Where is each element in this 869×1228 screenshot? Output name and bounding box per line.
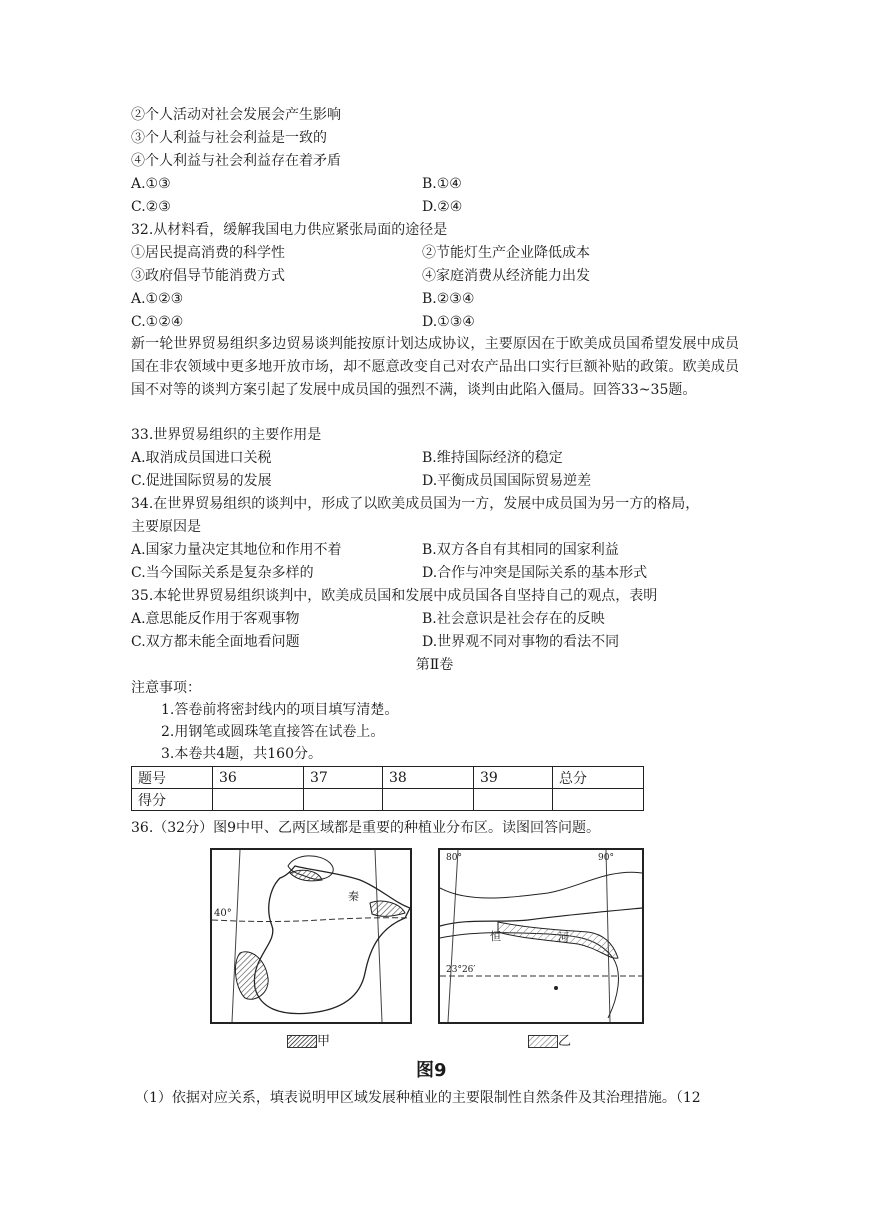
table-cell: 36 [213,767,304,789]
score-input-39[interactable] [474,789,553,811]
q36-stem: 36.（32分）图9中甲、乙两区域都是重要的种植业分布区。读图回答问题。 [131,820,600,836]
map-yi-river-label-1: 恒 [490,930,501,943]
score-input-37[interactable] [304,789,383,811]
q32-item-1: ①居民提高消费的科学性 [131,245,285,261]
q32-choice-b: B.②③④ [422,291,475,307]
score-table-header-row [132,767,644,789]
q32-choice-d: D.①③④ [422,314,475,330]
q35-stem: 35.本轮世界贸易组织谈判中，欧美成员国和发展中成员国各自坚持自己的观点，表明 [131,588,658,604]
q33-choice-c: C.促进国际贸易的发展 [131,473,272,489]
q32-stem: 32.从材料看，缓解我国电力供应紧张局面的途径是 [131,222,448,238]
note-3: 3.本卷共4题，共160分。 [161,746,322,762]
q31-choice-c: C.②③ [131,199,171,215]
map-jia-place-label: 秦 [348,890,359,903]
map-yi [438,848,644,1024]
score-input-36[interactable] [213,789,304,811]
table-cell: 题号 [132,767,213,789]
map-yi-lon2-label: 90° [598,853,614,863]
q35-choice-b: B.社会意识是社会存在的反映 [422,611,605,627]
score-table-score-row [132,789,644,811]
map-yi-lon1-label: 80° [446,853,462,863]
map-yi-river-label-2: 河 [558,931,569,944]
q34-stem: 34.在世界贸易组织的谈判中，形成了以欧美成员国为一方，发展中成员国为另一方的格局， [131,496,700,512]
q31-option-4: ④个人利益与社会利益存在着矛盾 [131,153,341,169]
q32-item-3: ③政府倡导节能消费方式 [131,268,285,284]
table-cell: 38 [383,767,474,789]
q34-stem-cont: 主要原因是 [131,519,201,535]
q31-option-3: ③个人利益与社会利益是一致的 [131,130,327,146]
map-jia-drawing [210,848,412,1024]
legend-jia-label: 甲 [317,1034,331,1049]
q33-choice-d: D.平衡成员国国际贸易逆差 [422,473,592,489]
legend-jia-swatch [287,1035,317,1048]
q33-choice-a: A.取消成员国进口关税 [131,450,272,466]
score-table [131,766,644,811]
q33-choice-b: B.维持国际经济的稳定 [422,450,563,466]
table-cell: 得分 [132,789,213,811]
score-input-total[interactable] [553,789,644,811]
q35-choice-c: C.双方都未能全面地看问题 [131,634,300,650]
q35-choice-d: D.世界观不同对事物的看法不同 [422,634,620,650]
map-jia [210,848,412,1024]
table-cell: 37 [304,767,383,789]
material-paragraph: 新一轮世界贸易组织多边贸易谈判能按原计划达成协议，主要原因在于欧美成员国希望发展中成员国在非农领域中更多地开放市场，却不愿意改变自己对农产品出口实行巨额补贴的政策。欧美成员国不对等的谈判方案引起了发展中成员国的强烈不满，谈判由此陷入僵局。回答33~35题。 [131,336,739,398]
map-jia-latitude-label: 40° [214,908,232,919]
q32-choice-a: A.①②③ [131,291,184,307]
q32-choice-c: C.①②④ [131,314,184,330]
legend-yi-swatch [528,1035,558,1048]
map-yi-lat-label: 23°26′ [446,965,476,975]
table-cell: 总分 [553,767,644,789]
legend-jia [287,1030,330,1049]
q31-choice-b: B.①④ [422,176,462,192]
table-cell: 39 [474,767,553,789]
section-title: 第Ⅱ卷 [415,657,454,673]
legend-yi-label: 乙 [558,1034,572,1049]
q36-part-1: （1）依据对应关系，填表说明甲区域发展种植业的主要限制性自然条件及其治理措施。（12 [135,1090,701,1106]
q34-choice-c: C.当今国际关系是复杂多样的 [131,565,314,581]
score-input-38[interactable] [383,789,474,811]
q34-choice-d: D.合作与冲突是国际关系的基本形式 [422,565,648,581]
q32-item-2: ②节能灯生产企业降低成本 [422,245,590,261]
q31-option-2: ②个人活动对社会发展会产生影响 [131,107,341,123]
q34-choice-b: B.双方各自有其相同的国家利益 [422,542,619,558]
q33-stem: 33.世界贸易组织的主要作用是 [131,427,322,443]
q34-choice-a: A.国家力量决定其地位和作用不着 [131,542,342,558]
q32-item-4: ④家庭消费从经济能力出发 [422,268,590,284]
legend-yi [528,1030,571,1049]
note-2: 2.用钢笔或圆珠笔直接答在试卷上。 [161,724,385,740]
figure-caption: 图9 [416,1060,447,1081]
q31-choice-a: A.①③ [131,176,171,192]
map-yi-drawing [438,848,644,1024]
q35-choice-a: A.意思能反作用于客观事物 [131,611,300,627]
notes-title: 注意事项： [131,680,201,696]
note-1: 1.答卷前将密封线内的项目填写清楚。 [161,702,399,718]
q31-choice-d: D.②④ [422,199,463,215]
